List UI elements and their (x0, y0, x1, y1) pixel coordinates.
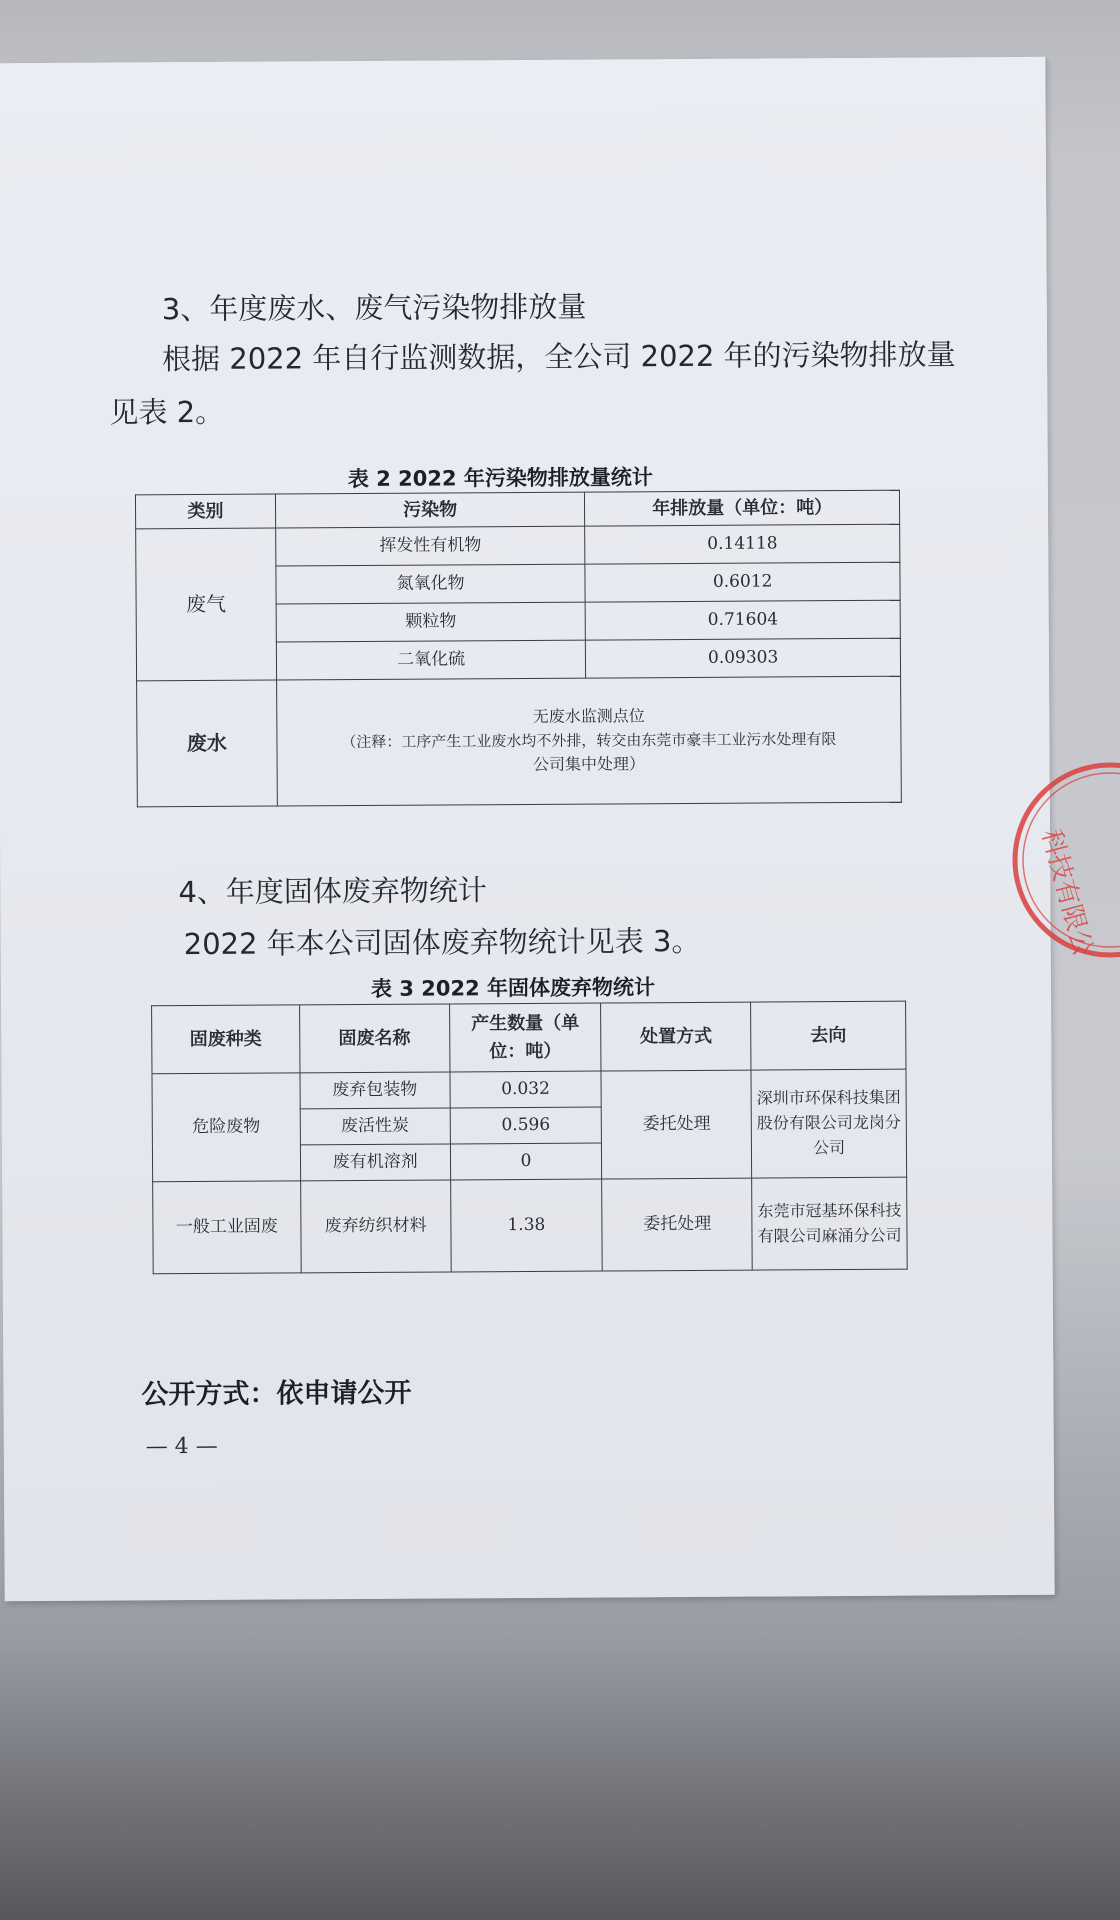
table3-general-category: 一般工业固废 (153, 1181, 301, 1274)
table2-pollutant-name: 二氧化硫 (276, 640, 586, 680)
table3-header-qty: 产生数量（单位：吨） (449, 1003, 601, 1072)
disclosure-method: 公开方式：依申请公开 (141, 1377, 412, 1411)
table2-pollutant-value: 0.14118 (585, 524, 900, 564)
table2-pollutant-value: 0.6012 (585, 562, 900, 602)
seal-text: 科技有限公 (1035, 826, 1098, 960)
table2-pollutant-name: 颗粒物 (276, 602, 586, 642)
table2-water-line3: 公司集中处理） (532, 754, 646, 775)
table3-header-method: 处置方式 (601, 1002, 751, 1071)
table2-emissions (135, 490, 902, 808)
table-row (136, 524, 900, 567)
table3-hazardous-category: 危险废物 (152, 1073, 300, 1182)
table3-waste-name: 废有机溶剂 (300, 1144, 450, 1181)
section4-heading: 4、年度固体废弃物统计 (178, 873, 487, 910)
table3-hazardous-method: 委托处理 (601, 1070, 751, 1179)
table3-header-row (152, 1001, 906, 1074)
table2-pollutant-value: 0.09303 (586, 638, 901, 678)
table2-header-category: 类别 (135, 494, 275, 529)
table3-general-method: 委托处理 (602, 1178, 752, 1271)
table3-hazardous-destination: 深圳市环保科技集团股份有限公司龙岗分公司 (751, 1069, 906, 1178)
table3-waste-qty: 0.596 (450, 1107, 602, 1144)
table2-pollutant-name: 挥发性有机物 (275, 526, 585, 566)
section3-paragraph-line1: 根据 2022 年自行监测数据，全公司 2022 年的污染物排放量 (162, 337, 956, 377)
table3-waste-name: 废活性炭 (300, 1108, 450, 1145)
table2-header-row (135, 490, 899, 529)
document-page (0, 57, 1055, 1601)
table3-waste-qty: 0 (450, 1143, 602, 1180)
table2-water-line1: 无废水监测点位 (532, 706, 645, 727)
section3-paragraph-line2: 见表 2。 (109, 394, 225, 430)
table2-header-pollutant: 污染物 (275, 492, 585, 528)
table3-waste-qty: 0.032 (450, 1071, 602, 1108)
page-number: — 4 — (145, 1433, 218, 1460)
table3-header-destination: 去向 (751, 1001, 906, 1070)
company-seal-stamp (990, 760, 1120, 960)
table-row (152, 1069, 906, 1110)
table3-general-qty: 1.38 (450, 1179, 602, 1272)
table2-pollutant-name: 氮氧化物 (276, 564, 586, 604)
table3-solid-waste (151, 1001, 908, 1275)
table3-header-name: 固废名称 (299, 1004, 449, 1073)
table2-gas-category: 废气 (136, 528, 277, 681)
table2-header-amount: 年排放量（单位：吨） (585, 490, 900, 526)
section3-heading: 3、年度废水、废气污染物排放量 (161, 289, 587, 327)
table3-waste-name: 废弃包装物 (300, 1072, 450, 1109)
table2-water-line2: （注释：工序产生工业废水均不外排，转交由东莞市豪丰工业污水处理有限 (341, 729, 837, 751)
table3-general-destination: 东莞市冠基环保科技有限公司麻涌分公司 (752, 1177, 907, 1270)
table3-caption: 表 3 2022 年固体废弃物统计 (370, 975, 656, 1001)
table3-header-type: 固废种类 (152, 1005, 300, 1074)
table2-pollutant-value: 0.71604 (585, 600, 900, 640)
section4-paragraph-line1: 2022 年本公司固体废弃物统计见表 3。 (183, 923, 701, 962)
table-row (153, 1177, 908, 1274)
table2-caption: 表 2 2022 年污染物排放量统计 (347, 465, 653, 492)
table2-water-category: 废水 (137, 680, 278, 807)
table2-water-row (137, 676, 902, 807)
table2-water-note (276, 676, 901, 806)
table3-general-name: 废弃纺织材料 (300, 1180, 450, 1273)
